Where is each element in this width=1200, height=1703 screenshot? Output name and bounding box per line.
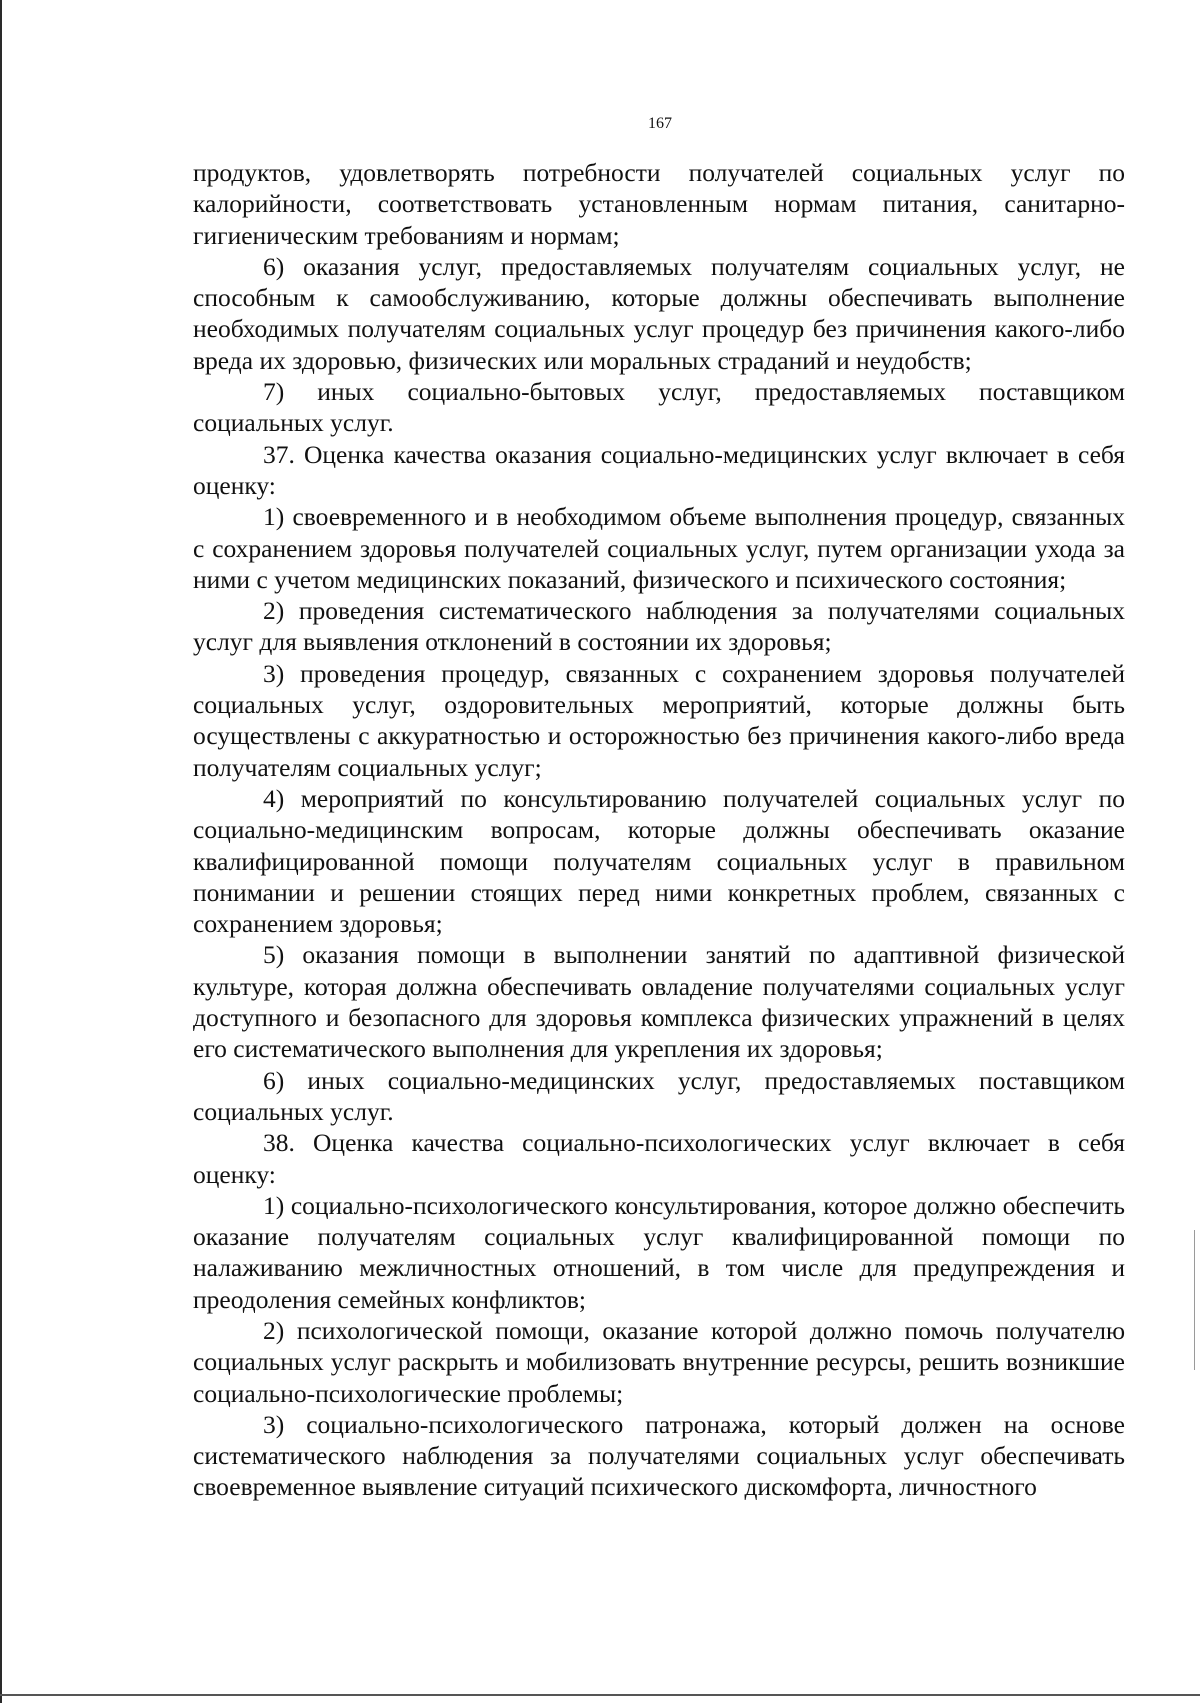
paragraph-clause-37-item-3: 3) проведения процедур, связанных с сохранением здоровья получателей социальных услуг, оздоровительных мероприятий, которые должны быть осуществлены с аккуратностью и осторожностью без причинения какого-либо вреда получателям социальных услуг; <box>193 658 1125 782</box>
paragraph-item-7-social-household: 7) иных социально-бытовых услуг, предоставляемых поставщиком социальных услуг. <box>193 377 1125 438</box>
page-number: 167 <box>648 115 672 132</box>
paragraph-clause-38-item-2: 2) психологической помощи, оказание которой должно помочь получателю социальных услуг раскрыть и мобилизовать внутренние ресурсы, решить возникшие социально-психологические проблемы; <box>193 1315 1125 1408</box>
scan-edge-bottom <box>0 1694 1200 1696</box>
paragraph-clause-37-item-4: 4) мероприятий по консультированию получателей социальных услуг по социально-медицинским вопросам, которые должны обеспечивать оказание квалифицированной помощи получателям социальных услуг в правильном понимании и решении стоящих перед ними конкретных проблем, связанных с сохранением здоровья; <box>193 783 1125 939</box>
paragraph-clause-38: 38. Оценка качества социально-психологических услуг включает в себя оценку: <box>193 1128 1125 1189</box>
paragraph-clause-37-item-6: 6) иных социально-медицинских услуг, предоставляемых поставщиком социальных услуг. <box>193 1065 1125 1126</box>
scan-edge-left <box>0 0 2 1703</box>
paragraph-clause-37-item-2: 2) проведения систематического наблюдения за получателями социальных услуг для выявления отклонений в состоянии их здоровья; <box>193 596 1125 657</box>
paragraph-clause-37-item-5: 5) оказания помощи в выполнении занятий по адаптивной физической культуре, которая должна обеспечивать овладение получателями социальных услуг доступного и безопасного для здоровья комплекса физических упражнений в целях его систематического выполнения для укрепления их здоровья; <box>193 940 1125 1064</box>
scan-mark-right <box>1194 1230 1195 1370</box>
paragraph-clause-37-item-1: 1) своевременного и в необходимом объеме выполнения процедур, связанных с сохранением здоровья получателей социальных услуг, путем организации ухода за ними с учетом медицинских показаний, физического и психического состояния; <box>193 502 1125 594</box>
paragraph-continuation: продуктов, удовлетворять потребности получателей социальных услуг по калорийности, соответствовать установленным нормам питания, санитарно-гигиеническим требованиям и нормам; <box>193 158 1125 250</box>
paragraph-clause-38-item-3: 3) социально-психологического патронажа, который должен на основе систематического наблюдения за получателями социальных услуг обеспечивать своевременное выявление ситуаций психического дискомфорта, личностного <box>193 1409 1125 1502</box>
document-body <box>193 157 1125 1503</box>
paragraph-clause-37: 37. Оценка качества оказания социально-медицинских услуг включает в себя оценку: <box>193 439 1125 500</box>
paragraph-item-6-social-household: 6) оказания услуг, предоставляемых получателям социальных услуг, не способным к самообслуживанию, которые должны обеспечивать выполнение необходимых получателям социальных услуг процедур без причинения какого-либо вреда их здоровью, физических или моральных страданий и неудобств; <box>193 251 1125 375</box>
paragraph-clause-38-item-1: 1) социально-психологического консультирования, которое должно обеспечить оказание получателям социальных услуг квалифицированной помощи по налаживанию межличностных отношений, в том числе для предупреждения и преодоления семейных конфликтов; <box>193 1190 1125 1314</box>
